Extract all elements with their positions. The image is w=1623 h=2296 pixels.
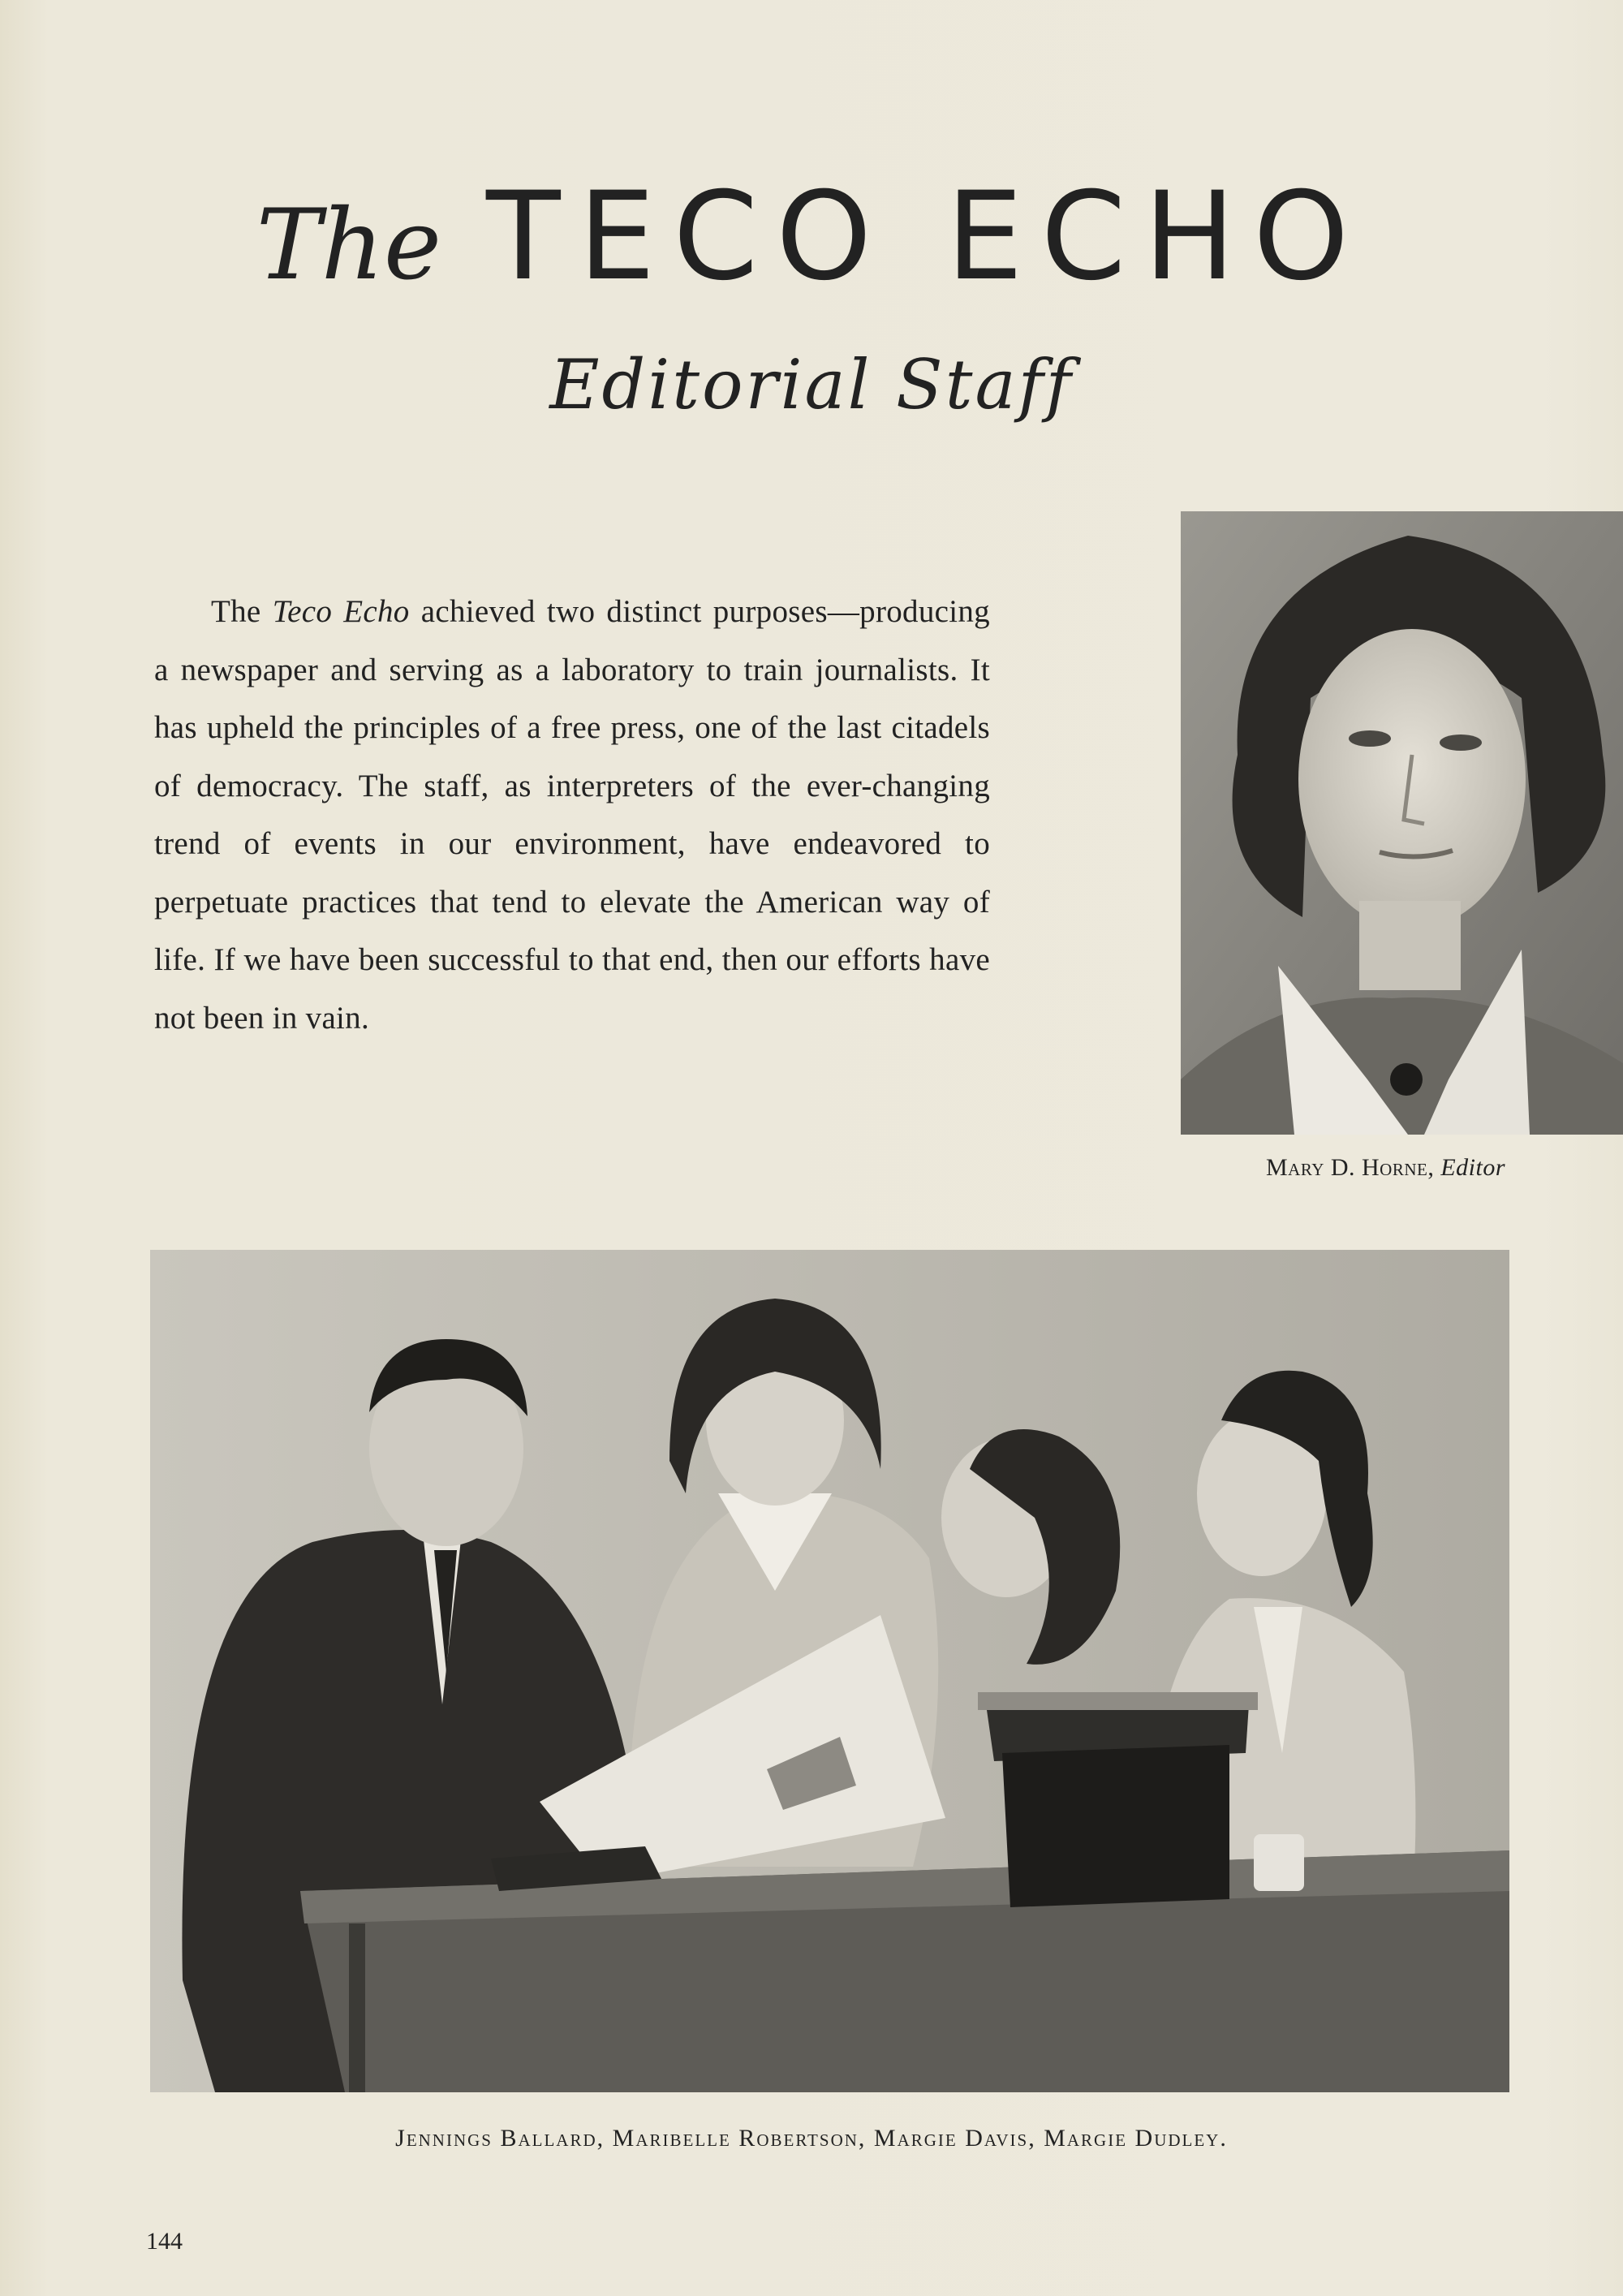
staff-group-photo	[150, 1250, 1509, 2092]
page-number: 144	[146, 2228, 183, 2255]
page-title	[0, 166, 1623, 308]
article-text: achieved two distinct purposes—producing a newspaper and serving as a laboratory to train journalists. It has upheld the principles of a free press, one of the last citadels of democracy. The staff, as interpreters of the ever-changing trend of events in our environment, have endeavored to perpetuate practices that tend to elevate the American way of life. If we have been successful to that end, then our efforts have not been in vain.	[154, 594, 990, 1036]
editor-name: Mary D. Horne,	[1266, 1154, 1435, 1181]
article-intro: The	[211, 594, 273, 629]
section-subtitle: Editorial Staff	[549, 345, 1074, 424]
group-caption: Jennings Ballard, Maribelle Robertson, Margie Davis, Margie Dudley.	[395, 2125, 1228, 2152]
publication-name: Teco Echo	[272, 594, 410, 629]
editor-role: Editor	[1440, 1154, 1506, 1181]
title-prefix: The	[256, 189, 442, 302]
editor-portrait-photo	[1181, 511, 1623, 1135]
article-paragraph	[154, 583, 990, 1047]
editor-caption	[1266, 1154, 1505, 1182]
title-main: TECO ECHO	[486, 166, 1367, 308]
